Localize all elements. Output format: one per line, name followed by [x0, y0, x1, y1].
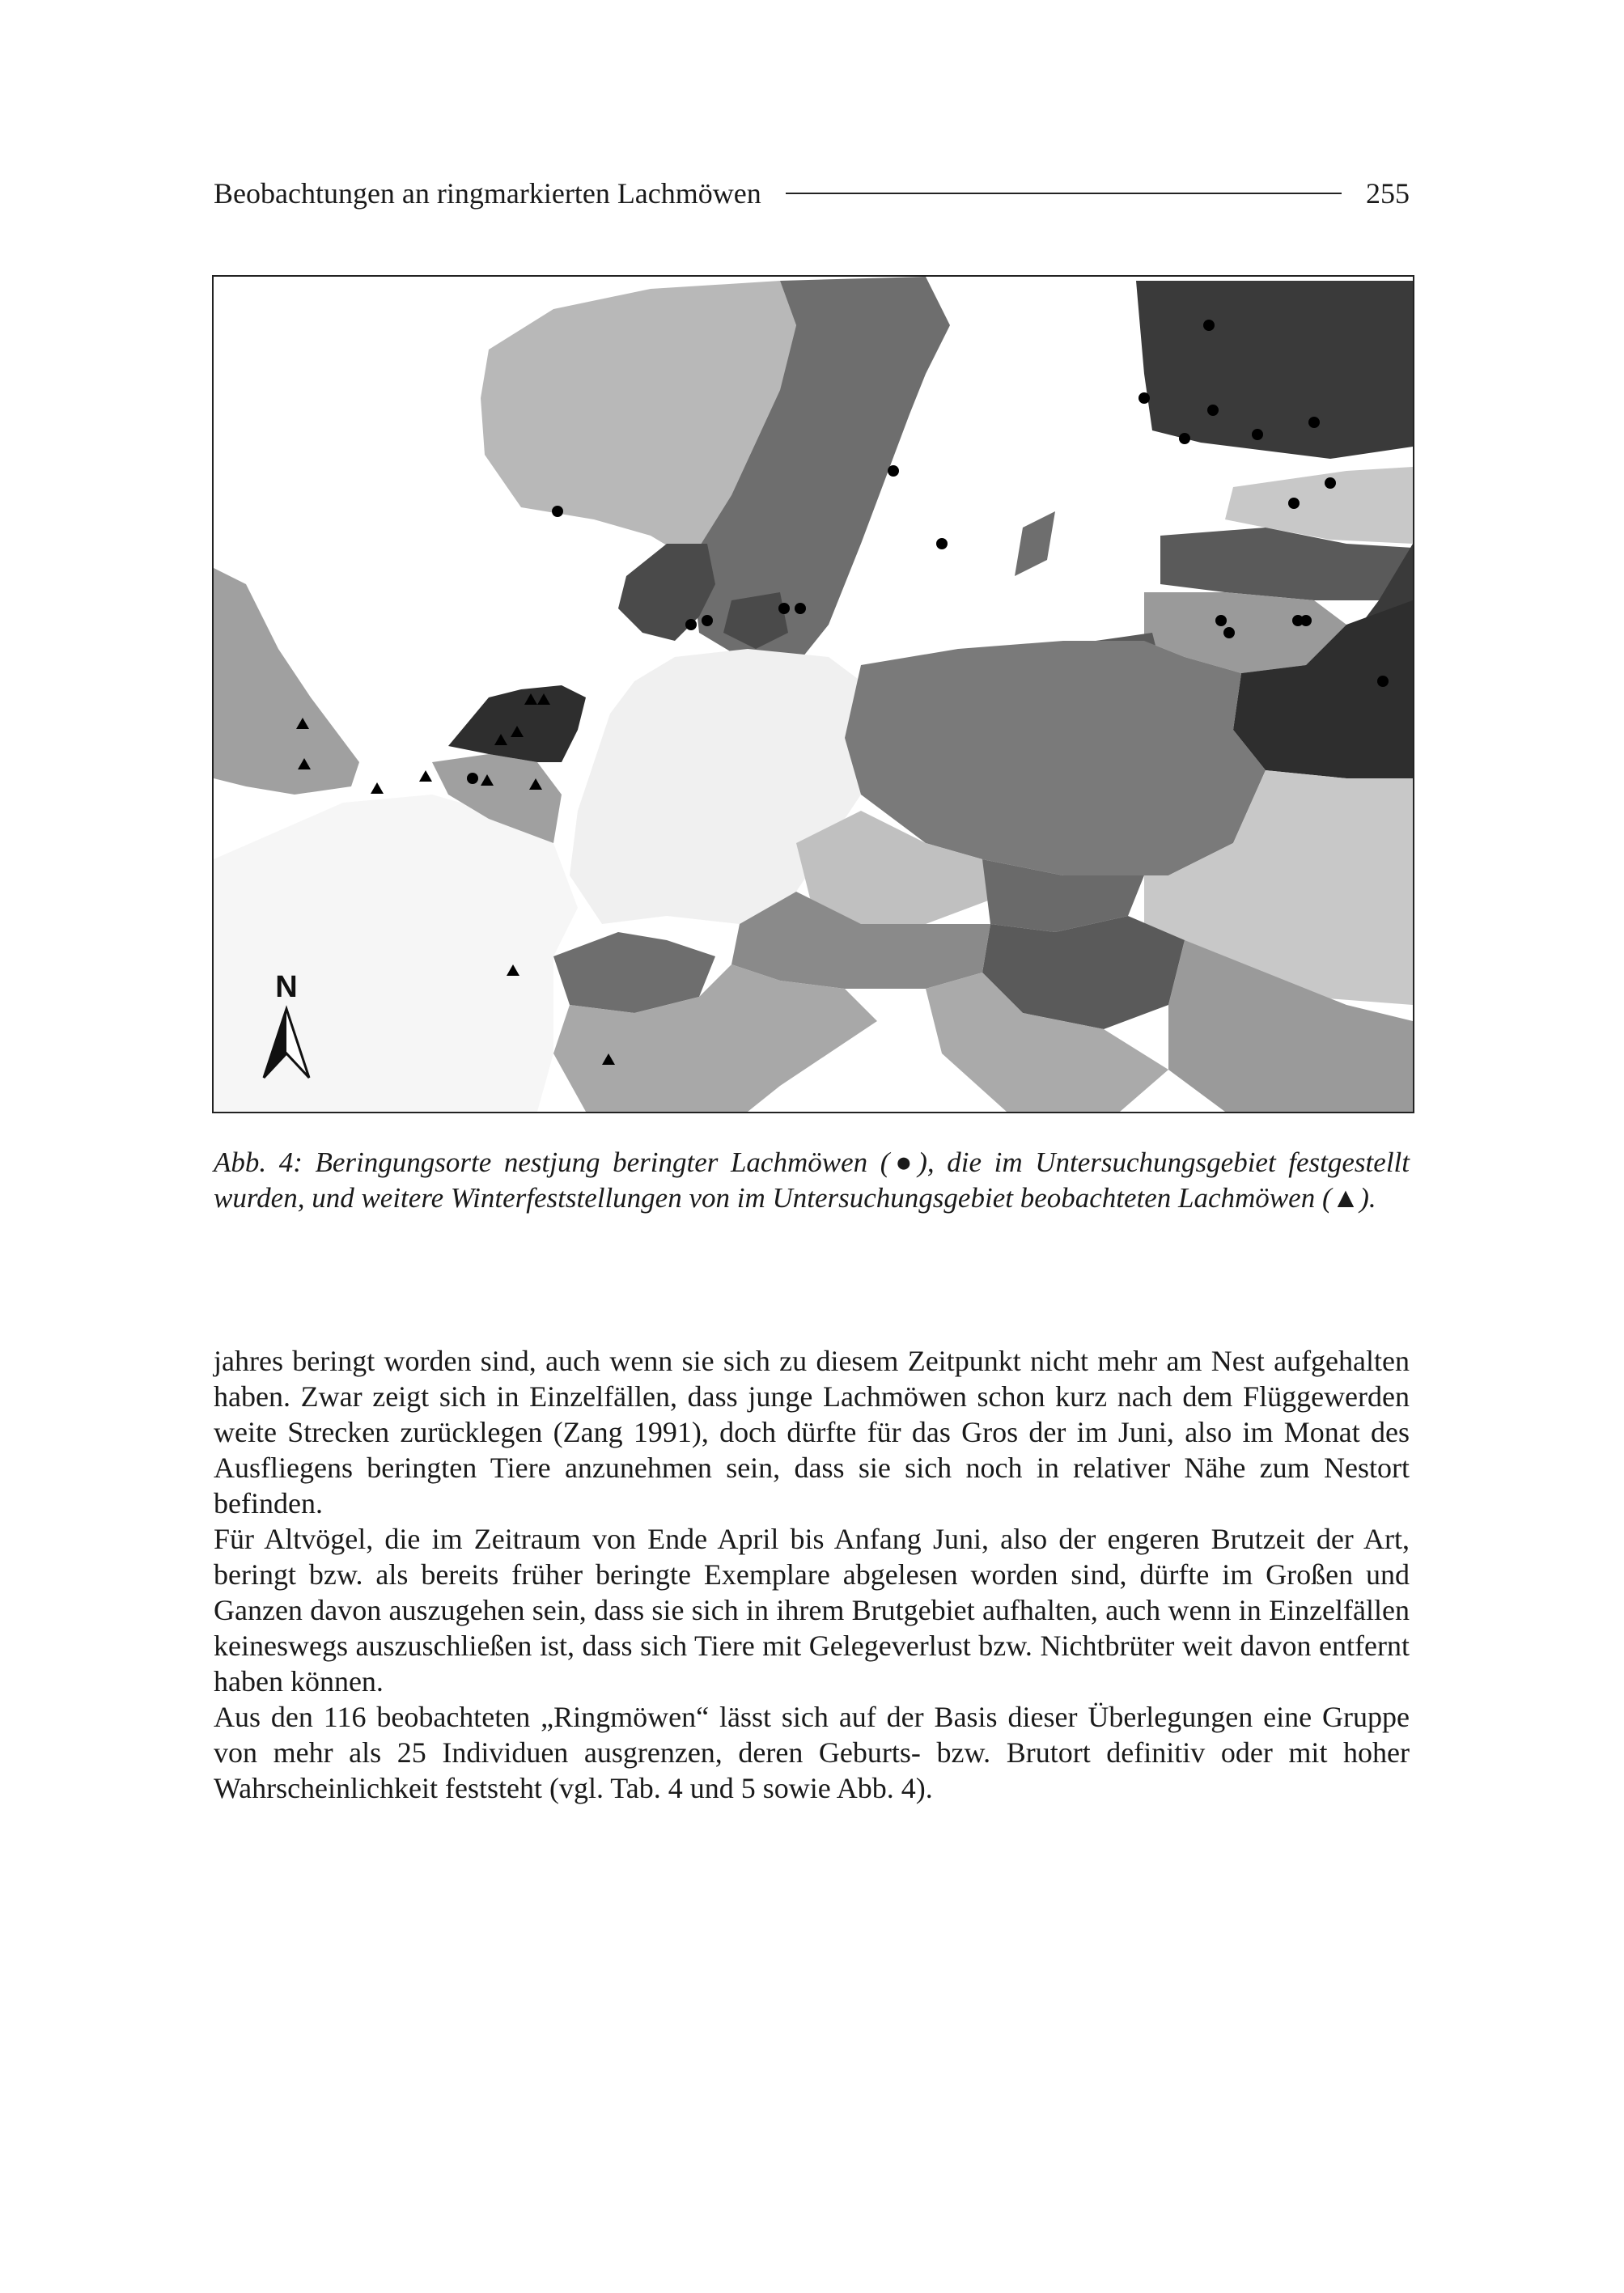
- ringing-site-marker: [702, 615, 713, 626]
- ringing-site-marker: [778, 603, 790, 614]
- north-label: N: [275, 970, 298, 1004]
- ringing-site-marker: [1252, 429, 1263, 440]
- ringing-site-marker: [1377, 676, 1389, 687]
- ringing-site-marker: [552, 506, 563, 517]
- paragraph: Aus den 116 beobachteten „Ringmöwen“ lässt sich auf der Basis dieser Überlegungen eine Gruppe von mehr als 25 Individuen ausgrenzen, deren Geburts- bzw. Brutort definitiv oder mit hoher Wahrscheinlichkeit feststeht (vgl. Tab. 4 und 5 sowie Abb. 4).: [214, 1701, 1410, 1804]
- ringing-site-marker: [1300, 615, 1312, 626]
- ringing-site-marker: [795, 603, 806, 614]
- ringing-site-marker: [1223, 627, 1235, 638]
- europe-map: [214, 277, 1413, 1112]
- ringing-site-marker: [1207, 405, 1219, 416]
- ringing-site-marker: [1179, 433, 1190, 444]
- map-figure: [212, 275, 1414, 1113]
- ringing-site-marker: [888, 465, 899, 477]
- page-number: 255: [1366, 177, 1410, 210]
- running-head: [214, 173, 1410, 214]
- paragraph: jahres beringt worden sind, auch wenn sie sich zu diesem Zeitpunkt nicht mehr am Nest aufgehalten haben. Zwar zeigt sich in Einzelfällen, dass junge Lachmöwen schon kurz nach dem Flüggewerden weite Strecken zurücklegen (Zang 1991), doch dürfte für das Gros der im Juni, also im Monat des Ausfliegens beringten Tiere anzunehmen sein, dass sie sich noch in relativer Nähe zum Nestort befinden.: [214, 1345, 1410, 1519]
- paragraph: Für Altvögel, die im Zeitraum von Ende April bis Anfang Juni, also der engeren Brutzeit der Art, beringt bzw. als bereits früher beringte Exemplare abgelesen worden sind, dürfte im Großen und Ganzen davon auszugehen sein, dass sie sich in ihrem Brutgebiet aufhalten, auch wenn in Einzelfällen keineswegs auszuschließen ist, dass sich Tiere mit Gelegeverlust bzw. Nichtbrüter weit davon entfernt haben können.: [214, 1523, 1410, 1697]
- ringing-site-marker: [1138, 392, 1150, 404]
- country-finland: [1136, 281, 1413, 459]
- ringing-site-marker: [685, 619, 697, 630]
- ringing-site-marker: [1325, 477, 1336, 489]
- ringing-site-marker: [1288, 498, 1300, 509]
- ringing-site-marker: [936, 538, 948, 549]
- ringing-site-marker: [1203, 320, 1215, 331]
- header-rule: [786, 193, 1342, 194]
- body-text: [214, 1343, 1410, 1806]
- figure-caption: Abb. 4: Beringungsorte nestjung beringter Lachmöwen (●), die im Untersuchungsgebiet festgestellt wurden, und weitere Winterfeststellungen von im Untersuchungsgebiet beobachteten Lachmöwen (▲).: [214, 1146, 1410, 1214]
- running-title: Beobachtungen an ringmarkierten Lachmöwen: [214, 177, 761, 210]
- ringing-site-marker: [1308, 417, 1320, 428]
- ringing-site-marker: [1215, 615, 1227, 626]
- ringing-site-marker: [467, 773, 478, 784]
